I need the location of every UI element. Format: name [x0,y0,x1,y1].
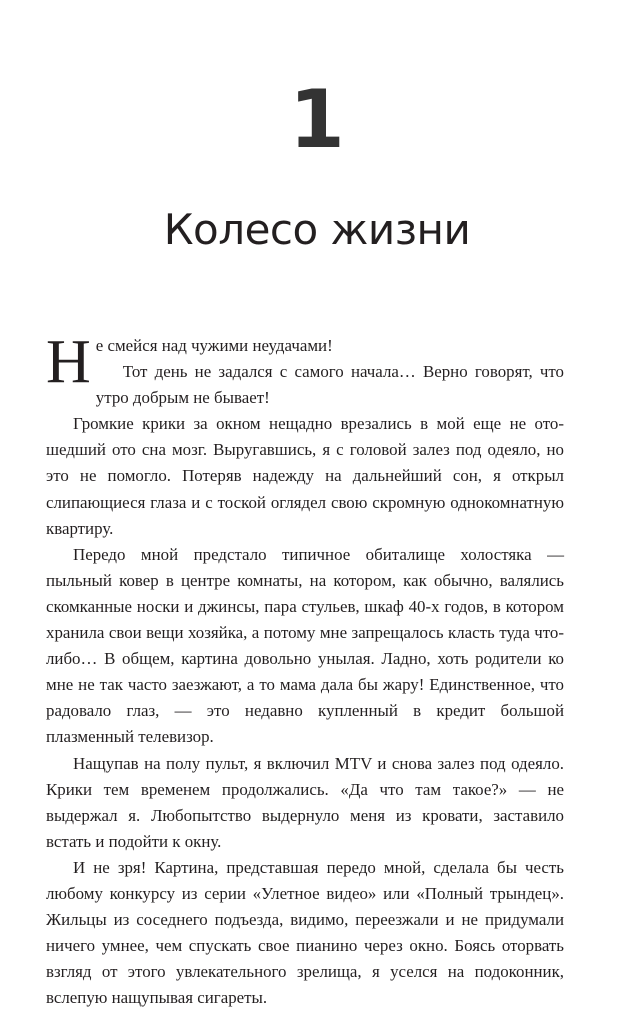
paragraph-2: Громкие крики за окном нещадно врезались в мой еще не отошедший ото сна мозг. Выругавшись, я с головой залез под одеяло, но это не помогло. Потеряв надежду на дальнейший сон, я открыл слипающиеся глаза и с тоской оглядел свою скромную однокомнатную квартиру. [46,414,564,538]
paragraph-3: Передо мной предстало типичное обиталище холостяка — пыльный ковер в центре комнаты, на котором, как обычно, валялись скомканные носки и джинсы, пара стульев, шкаф 40-х годов, в котором хранила свои вещи хозяйка, а потому мне запрещалось класть туда что-либо… В общем, картина довольно унылая. Ладно, хоть родители ко мне не так часто заезжают, а то мама дала бы жару! Единственное, что радовало глаз, — это недавно купленный в кредит большой плазменный телевизор. [46,544,564,747]
opening-paragraph [46,328,564,411]
chapter-title: Колесо жизни [163,205,471,254]
chapter-number: 1 [289,73,345,166]
paragraph-5: И не зря! Картина, представшая передо мной, сделала бы честь любому конкурсу из серии «Улетное видео» или «Полный трындец». Жильцы из соседнего подъезда, видимо, переезжали и не придумали ничего умнее, чем спускать свое пианино через окно. Боясь оторвать взгляд от этого увлекательного зрелища, я уселся на подоконник, вслепую нащупывая сигареты. [46,857,564,1008]
epigraph-line: е смейся над чужими неудачами! [95,336,333,355]
paragraph-1: Тот день не задался с самого начала… Верно говорят, что утро добрым не бывает! [95,362,564,408]
chapter-body [46,328,564,1011]
drop-cap: Н [46,328,91,396]
paragraph-4: Нащупав на полу пульт, я включил MTV и снова залез под одеяло. Крики тем временем продолжались. «Да что там такое?» — не выдержал я. Любопытство выдернуло меня из кровати, заставило встать и подойти к окну. [46,753,564,851]
